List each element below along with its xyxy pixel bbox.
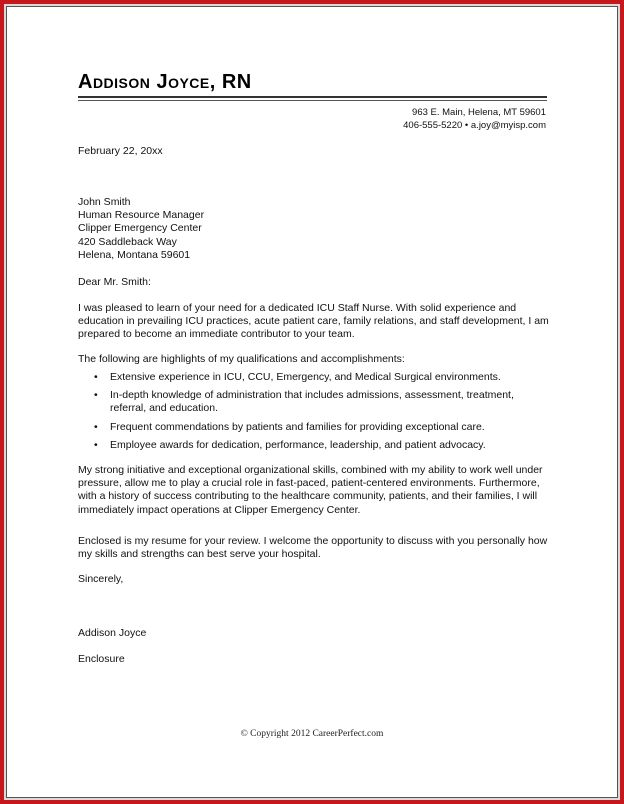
recipient-street: 420 Saddleback Way bbox=[78, 235, 177, 248]
body-paragraph-2: My strong initiative and exceptional organizational skills, combined with my ability to work well under pressure, allow me to play a crucial role in fast-paced, patient-centered environments. Furthermore, with a history of success contributing to the healthcare community, patients, and their families, I will immediately impact operations at Clipper Emergency Center. bbox=[78, 464, 543, 516]
header-rule-thin bbox=[78, 100, 547, 101]
applicant-name: Addison Joyce, RN bbox=[78, 71, 252, 93]
recipient-address bbox=[78, 196, 558, 262]
recipient-company: Clipper Emergency Center bbox=[78, 222, 202, 235]
bullet-icon: • bbox=[94, 371, 98, 383]
signature-name: Addison Joyce bbox=[78, 627, 147, 639]
contact-address: 963 E. Main, Helena, MT 59601 bbox=[412, 107, 546, 118]
list-item-text: Extensive experience in ICU, CCU, Emergency, and Medical Surgical environments. bbox=[110, 371, 501, 383]
contact-block bbox=[403, 106, 546, 132]
bullet-icon: • bbox=[94, 389, 98, 402]
list-item-text: Frequent commendations by patients and families for providing exceptional care. bbox=[110, 420, 485, 433]
highlights-list bbox=[78, 371, 548, 457]
copyright-footer: © Copyright 2012 CareerPerfect.com bbox=[240, 729, 384, 739]
contact-phone-email: 406-555-5220 • a.joy@myisp.com bbox=[403, 120, 546, 131]
highlights-intro: The following are highlights of my qualifications and accomplishments: bbox=[78, 353, 405, 365]
bullet-icon: • bbox=[94, 438, 98, 451]
letter-date: February 22, 20xx bbox=[78, 145, 163, 157]
list-item bbox=[78, 439, 548, 452]
list-item bbox=[78, 389, 548, 415]
body-paragraph-3: Enclosed is my resume for your review. I welcome the opportunity to discuss with you personally how my skills and strengths can best serve your hospital. bbox=[78, 535, 548, 561]
closing: Sincerely, bbox=[78, 573, 124, 585]
list-item-text: Employee awards for dedication, performance, leadership, and patient advocacy. bbox=[110, 438, 486, 451]
body-paragraph-1: I was pleased to learn of your need for a dedicated ICU Staff Nurse. With solid experience and education in prevailing ICU practices, acute patient care, family relations, and staff development, I am prepared to become an immediate contributor to your team. bbox=[78, 302, 549, 341]
recipient-city: Helena, Montana 59601 bbox=[78, 248, 191, 261]
bullet-icon: • bbox=[94, 420, 98, 433]
list-item bbox=[78, 371, 548, 384]
list-item-text: In-depth knowledge of administration that includes admissions, assessment, treatment, referral, and education. bbox=[110, 389, 514, 415]
enclosure-note: Enclosure bbox=[78, 653, 125, 665]
list-item bbox=[78, 421, 548, 434]
salutation: Dear Mr. Smith: bbox=[78, 276, 151, 288]
recipient-title: Human Resource Manager bbox=[78, 209, 205, 222]
recipient-name: John Smith bbox=[78, 196, 131, 208]
header-rule-thick bbox=[78, 96, 547, 98]
